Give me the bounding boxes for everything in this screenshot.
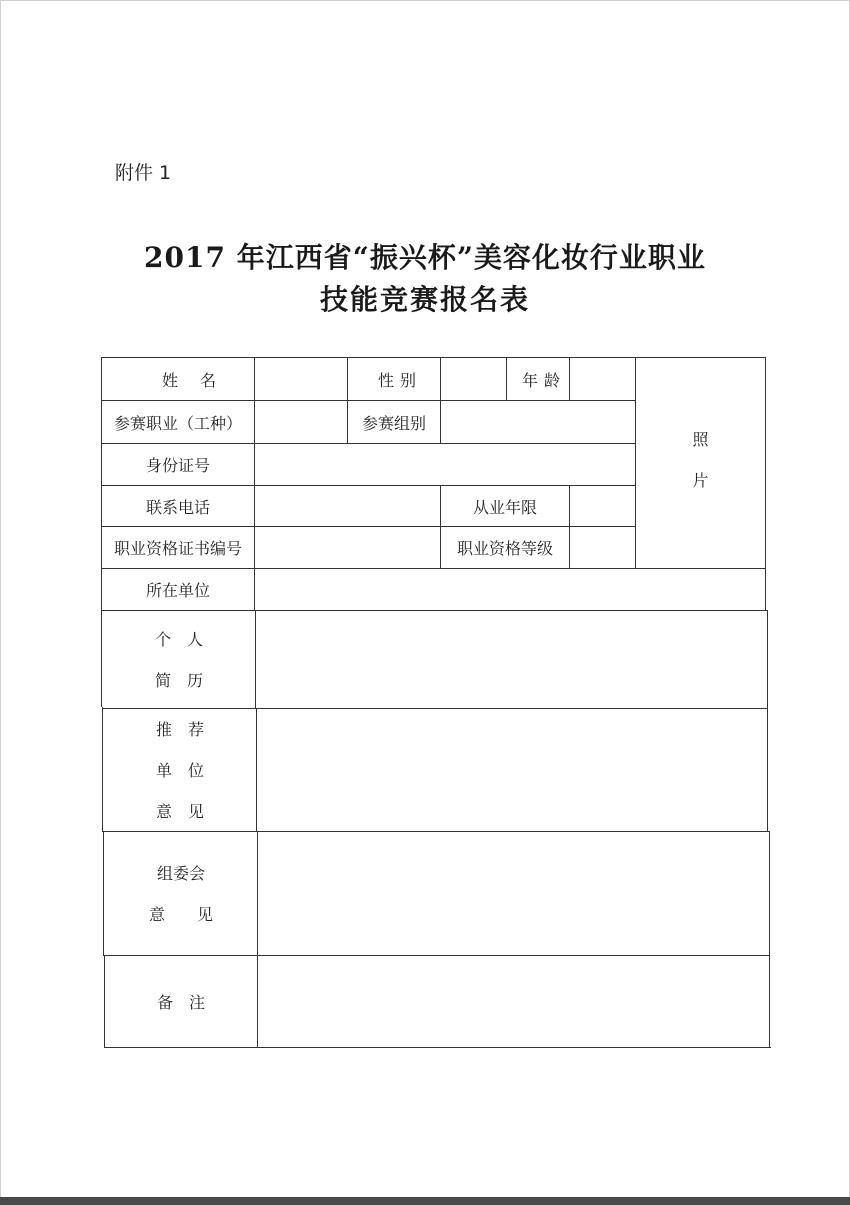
- committee-opinion-field[interactable]: [258, 832, 768, 955]
- committee-label-line-2: 意 见: [148, 904, 213, 924]
- table-line: [102, 707, 103, 832]
- cert-number-label: 职业资格证书编号: [113, 539, 242, 558]
- phone-label: 联系电话: [145, 497, 210, 517]
- years-label: 从业年限: [472, 497, 537, 517]
- group-label: 参赛组别: [361, 413, 426, 433]
- id-number-field[interactable]: [255, 444, 635, 485]
- photo-placeholder[interactable]: [636, 420, 765, 500]
- work-unit-label: 所在单位: [145, 581, 210, 600]
- table-line: [105, 1047, 771, 1048]
- photo-label-1: 照: [692, 430, 709, 449]
- name-label: 姓名: [161, 370, 238, 390]
- occupation-label: 参赛职业（工种）: [113, 413, 242, 433]
- recommendation-label-line-2: 单 位: [155, 760, 204, 780]
- resume-field[interactable]: [256, 611, 766, 708]
- resume-label: [103, 611, 255, 708]
- phone-field[interactable]: [255, 486, 440, 526]
- cert-level-field[interactable]: [570, 527, 635, 568]
- resume-label-line-2: 简 历: [154, 670, 203, 690]
- id-number-label: 身份证号: [145, 456, 210, 475]
- age-field[interactable]: [570, 358, 635, 400]
- gender-label: 性别: [377, 370, 422, 390]
- recommendation-field[interactable]: [257, 709, 767, 831]
- recommendation-label-line-1: 推 荐: [155, 719, 204, 739]
- cert-level-label: 职业资格等级: [456, 539, 553, 558]
- years-field[interactable]: [570, 486, 635, 526]
- name-field[interactable]: [255, 358, 347, 400]
- committee-opinion-label: [105, 832, 257, 955]
- group-field[interactable]: [441, 401, 635, 443]
- work-unit-field[interactable]: [255, 569, 765, 610]
- scan-edge-bar: [0, 1197, 850, 1205]
- table-line: [767, 610, 768, 831]
- table-line: [765, 357, 766, 610]
- recommendation-label: [104, 709, 256, 831]
- committee-label-line-1: 组委会: [156, 863, 205, 883]
- remarks-field[interactable]: [258, 956, 768, 1047]
- gender-field[interactable]: [441, 358, 506, 400]
- attachment-label: 附件 1: [115, 162, 172, 184]
- photo-label-2: 片: [692, 471, 709, 490]
- table-line: [103, 831, 104, 956]
- recommendation-label-line-3: 意 见: [155, 801, 204, 821]
- resume-label-line-1: 个 人: [154, 629, 203, 649]
- age-label: 年龄: [521, 370, 566, 390]
- table-line: [769, 831, 770, 1048]
- form-title-line-1: 2017 年江西省“振兴杯”美容化妆行业职业: [144, 241, 706, 274]
- remarks-label: 备 注: [156, 993, 205, 1012]
- cert-number-field[interactable]: [255, 527, 440, 568]
- occupation-field[interactable]: [255, 401, 347, 443]
- form-title-line-2: 技能竞赛报名表: [319, 283, 530, 316]
